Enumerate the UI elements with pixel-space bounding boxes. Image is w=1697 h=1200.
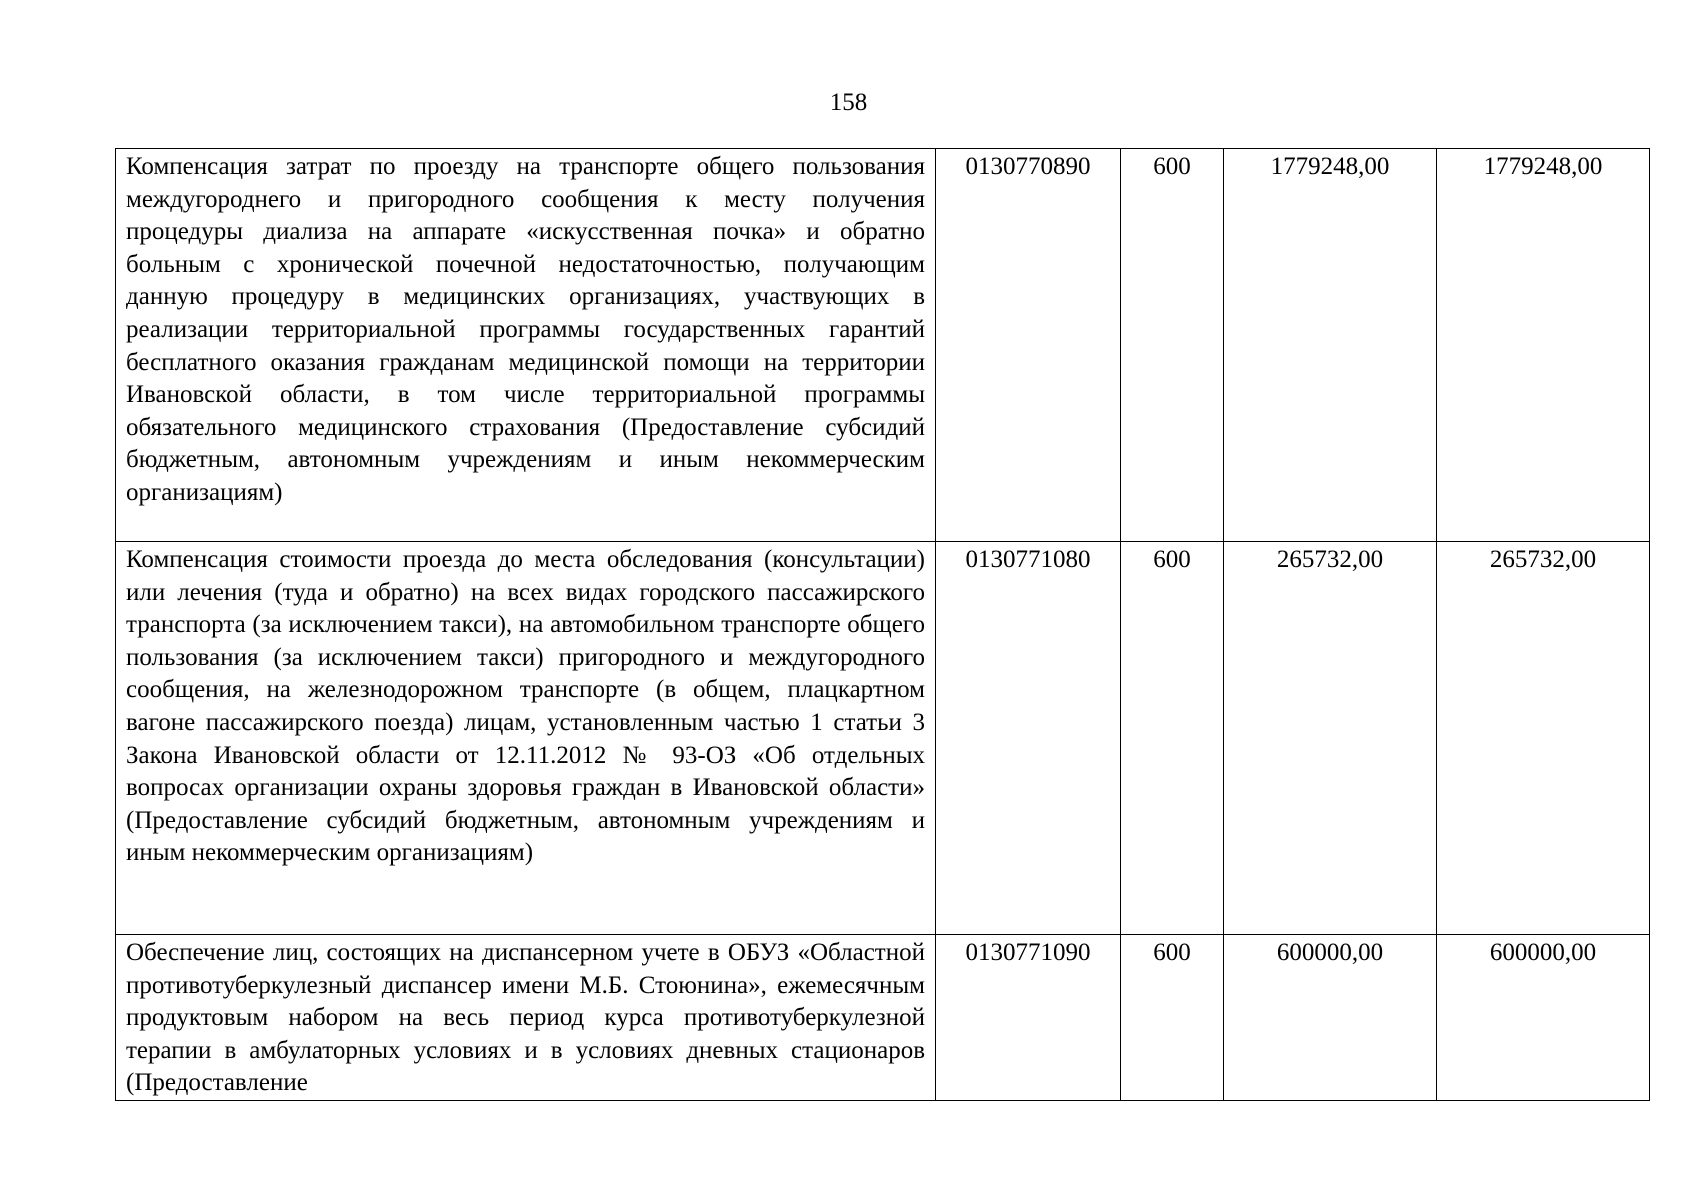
budget-table <box>115 148 1650 1101</box>
row-target-code: 0130771080 <box>936 542 1121 935</box>
row-target-code: 0130771090 <box>936 935 1121 1101</box>
row-amount-year-2: 265732,00 <box>1437 542 1650 935</box>
table-row <box>116 542 1650 935</box>
row-amount-year-1: 265732,00 <box>1224 542 1437 935</box>
table-row <box>116 935 1650 1101</box>
row-amount-year-2: 1779248,00 <box>1437 149 1650 542</box>
page-number: 158 <box>829 89 868 116</box>
row-amount-year-1: 600000,00 <box>1224 935 1437 1101</box>
row-amount-year-2: 600000,00 <box>1437 935 1650 1101</box>
row-expense-kind: 600 <box>1121 542 1224 935</box>
row-description: Обеспечение лиц, состоящих на диспансерном учете в ОБУЗ «Областной противотуберкулезный диспансер имени М.Б. Стоюнина», ежемесячным продуктовым набором на весь период курса противотуберкулезной терапии в амбулаторных условиях и в условиях дневных стационаров (Предоставление <box>116 935 936 1101</box>
row-description: Компенсация затрат по проезду на транспорте общего пользования междугороднего и пригородного сообщения к месту получения процедуры диализа на аппарате «искусственная почка» и обратно больным с хронической почечной недостаточностью, получающим данную процедуру в медицинских организациях, участвующих в реализации территориальной программы государственных гарантий бесплатного оказания гражданам медицинской помощи на территории Ивановской области, в том числе территориальной программы обязательного медицинского страхования (Предоставление субсидий бюджетным, автономным учреждениям и иным некоммерческим организациям) <box>116 149 936 542</box>
row-expense-kind: 600 <box>1121 149 1224 542</box>
row-target-code: 0130770890 <box>936 149 1121 542</box>
row-expense-kind: 600 <box>1121 935 1224 1101</box>
row-description: Компенсация стоимости проезда до места обследования (консультации) или лечения (туда и обратно) на всех видах городского пассажирского транспорта (за исключением такси), на автомобильном транспорте общего пользования (за исключением такси) пригородного и междугородного сообщения, на железнодорожном транспорте (в общем, плацкартном вагоне пассажирского поезда) лицам, установленным частью 1 статьи 3 Закона Ивановской области от 12.11.2012 № 93-ОЗ «Об отдельных вопросах организации охраны здоровья граждан в Ивановской области» (Предоставление субсидий бюджетным, автономным учреждениям и иным некоммерческим организациям) <box>116 542 936 935</box>
table-row <box>116 149 1650 542</box>
row-amount-year-1: 1779248,00 <box>1224 149 1437 542</box>
